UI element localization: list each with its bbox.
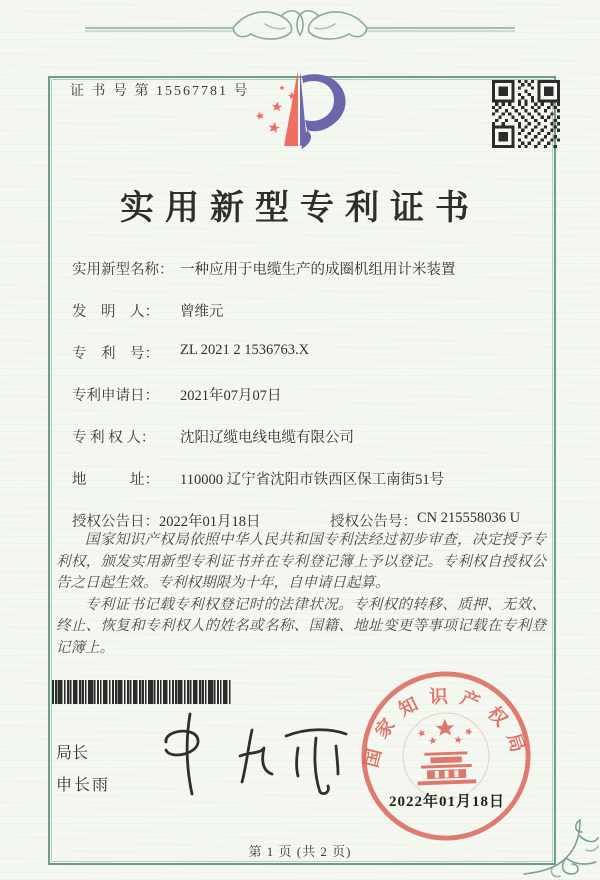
seal-date: 2022年01月18日	[388, 794, 505, 810]
field-value: 一种应用于电缆生产的成圈机组用计米装置	[180, 262, 456, 278]
seal-ring-text: 国家知识产权局	[361, 686, 532, 770]
field-address	[72, 468, 542, 488]
cnipa-red-seal-icon	[355, 667, 537, 845]
field-inventor	[72, 300, 542, 320]
barcode-icon	[52, 680, 232, 704]
corner-flourish-icon	[522, 816, 600, 878]
field-filing-date	[72, 384, 542, 404]
field-value: 2022年01月18日	[159, 514, 261, 530]
field-value: CN 215558036 U	[417, 510, 521, 526]
field-grant-number	[330, 510, 520, 530]
floral-ornament-icon	[85, 4, 515, 50]
certificate-title: 实用新型专利证书	[120, 190, 480, 227]
legal-text	[56, 530, 546, 659]
field-value: ZL 2021 2 1536763.X	[180, 342, 310, 358]
field-value: 沈阳辽缆电线电缆有限公司	[180, 430, 354, 446]
field-label: 地 址：	[72, 472, 159, 488]
field-grant-row	[72, 510, 542, 530]
field-patentee	[72, 426, 542, 446]
certificate-number: 证 书 号 第 15567781 号	[70, 84, 250, 99]
field-value: 110000 辽宁省沈阳市铁西区保工南街51号	[180, 472, 445, 488]
field-invention-name	[72, 258, 542, 278]
field-patent-number	[72, 342, 542, 362]
field-label: 授权公告日：	[72, 514, 159, 530]
field-label: 专利申请日：	[72, 388, 159, 404]
national-emblem-icon	[402, 712, 491, 801]
qr-code-icon	[492, 80, 560, 148]
legal-paragraph-2: 专利证书记载专利权登记时的法律状况。专利权的转移、质押、无效、终止、恢复和专利权人的姓名或名称、国籍、地址变更等事项记载在专利登记簿上。	[56, 596, 546, 656]
field-label: 发 明 人：	[72, 304, 159, 320]
signer-title: 局长	[56, 745, 89, 762]
page-number: 第 1 页 (共 2 页)	[248, 844, 352, 859]
field-value: 2021年07月07日	[180, 388, 282, 404]
cnipa-logo-icon	[246, 64, 364, 172]
field-list	[72, 258, 542, 530]
director-signature-icon	[148, 708, 358, 800]
field-label: 授权公告号：	[330, 514, 417, 530]
signer-name: 申长雨	[56, 777, 111, 794]
field-label: 实用新型名称：	[72, 262, 174, 278]
field-label: 专 利 权 人：	[72, 430, 156, 446]
field-label: 专 利 号：	[72, 346, 159, 362]
field-value: 曾维元	[180, 304, 224, 320]
field-grant-date	[72, 510, 330, 530]
legal-paragraph-1: 国家知识产权局依照中华人民共和国专利法经过初步审查，决定授予专利权，颁发实用新型专利证书并在专利登记簿上予以登记。专利权自授权公告之日起生效。专利权期限为十年，自申请日起算。	[56, 532, 546, 591]
